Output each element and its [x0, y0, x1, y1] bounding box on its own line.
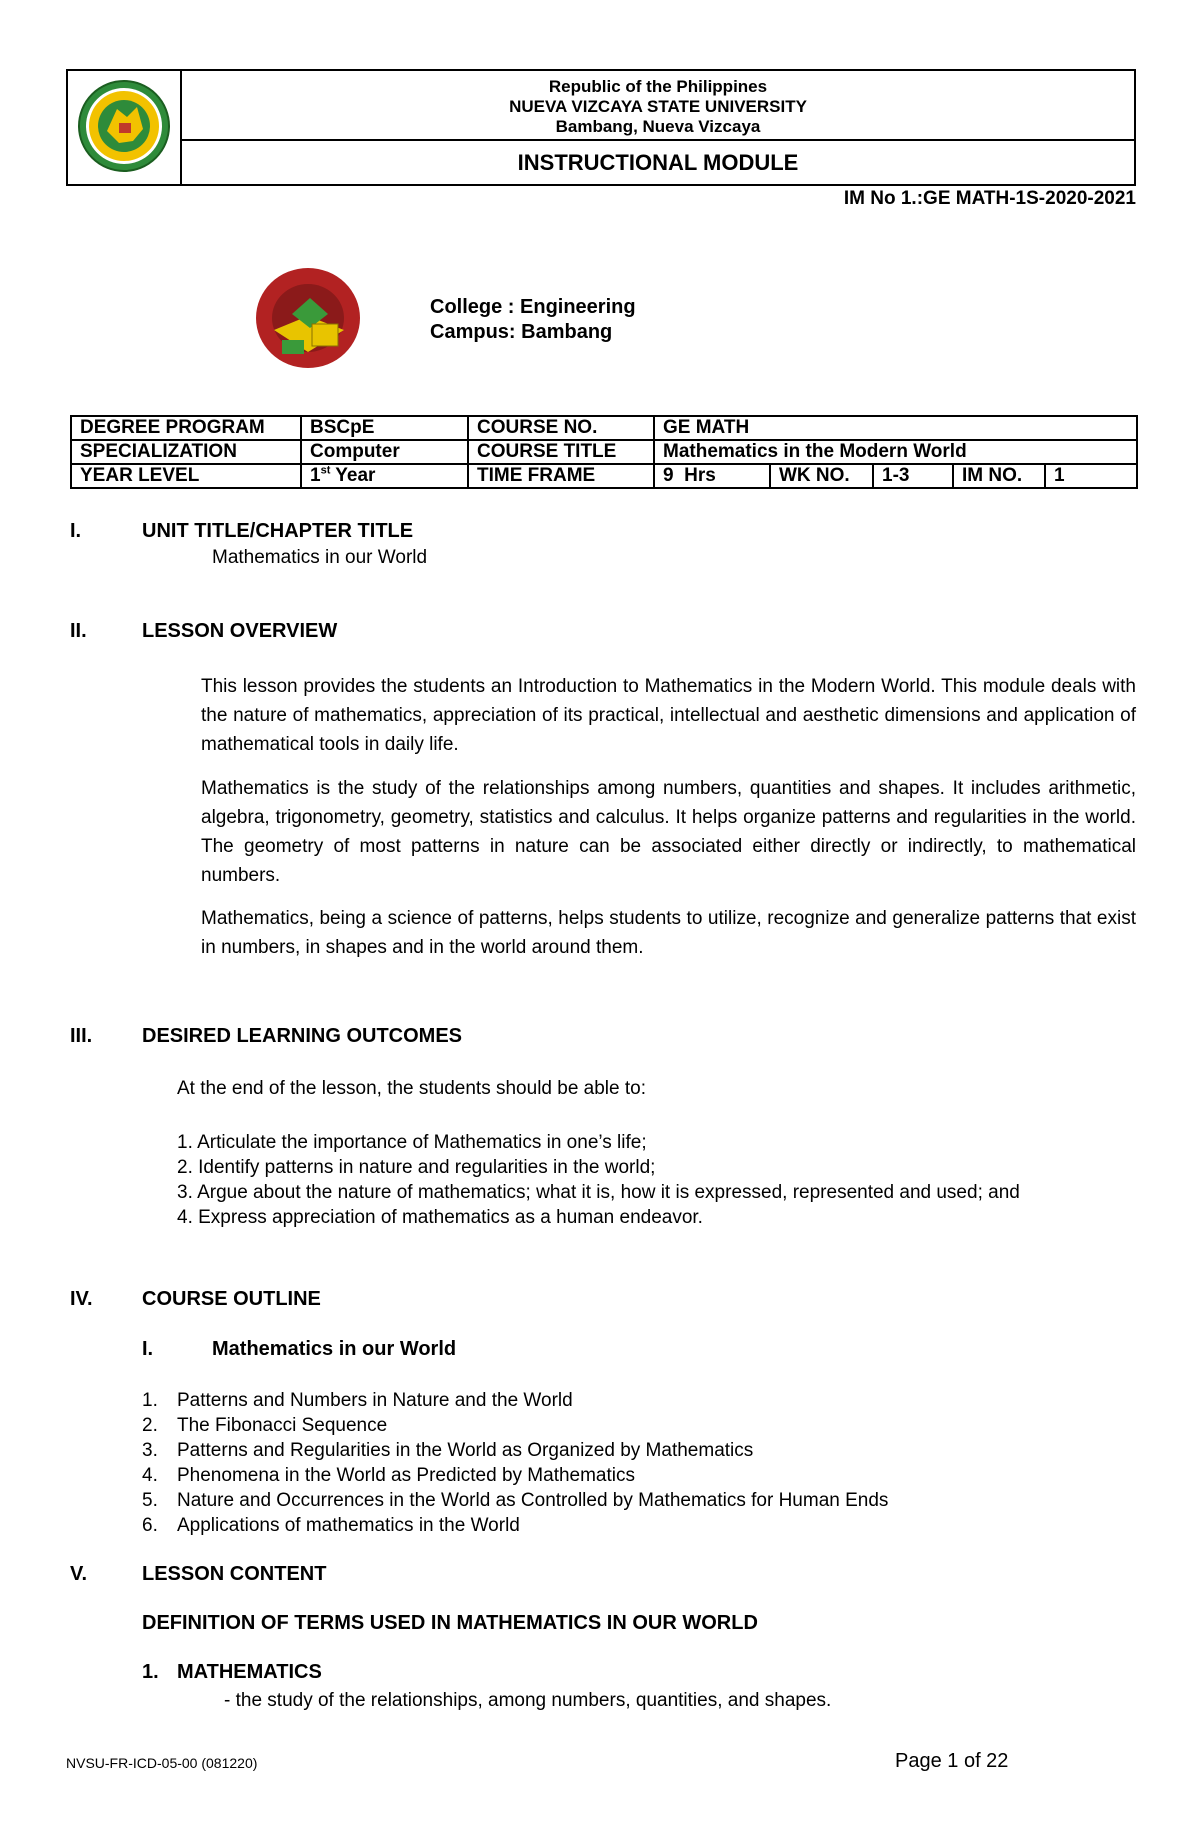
list-item-number: 6. [142, 1515, 158, 1536]
footer-page-number: Page 1 of 22 [895, 1750, 1009, 1772]
table-row [71, 416, 1137, 440]
outcomes-list [177, 1130, 1137, 1230]
section-2-title: LESSON OVERVIEW [142, 620, 338, 642]
college-label: College : Engineering [430, 296, 636, 318]
overview-paragraph-3: Mathematics, being a science of patterns, helps students to utilize, recognize and generalize patterns that exist in numbers, in shapes and in the world around them. [201, 908, 1136, 958]
header-institution-block [182, 71, 1134, 141]
wk-no-label: WK NO. [770, 464, 873, 488]
section-1-number: I. [70, 520, 82, 542]
degree-program-label: DEGREE PROGRAM [71, 416, 301, 440]
document-header [66, 69, 1136, 186]
list-item-number: 4. [142, 1465, 158, 1486]
section-4-title: COURSE OUTLINE [142, 1288, 321, 1310]
course-no-label: COURSE NO. [468, 416, 654, 440]
course-info-table [70, 415, 1138, 489]
list-item [142, 1413, 1132, 1438]
section-3-number: III. [70, 1025, 93, 1047]
list-item-number: 1. [142, 1390, 158, 1411]
course-title-value: Mathematics in the Modern World [654, 440, 1137, 464]
section-4-number: IV. [70, 1288, 93, 1310]
list-item: 1. Articulate the importance of Mathematics in one’s life; [177, 1132, 647, 1153]
course-outline-list [142, 1388, 1132, 1538]
year-level-label: YEAR LEVEL [71, 464, 301, 488]
list-item [142, 1388, 1132, 1413]
section-5-number: V. [70, 1563, 88, 1585]
list-item-number: 2. [142, 1415, 158, 1436]
term-number: 1. [142, 1661, 159, 1683]
list-item: 2. Identify patterns in nature and regularities in the world; [177, 1157, 656, 1178]
university-seal-cell [68, 71, 182, 184]
list-item-text: The Fibonacci Sequence [177, 1415, 388, 1436]
university-seal-icon [77, 79, 171, 173]
list-item [142, 1438, 1132, 1463]
table-row [71, 464, 1137, 488]
list-item-number: 3. [142, 1440, 158, 1461]
header-university: NUEVA VIZCAYA STATE UNIVERSITY [509, 97, 807, 116]
year-level-number: 1 [310, 465, 321, 486]
year-level-suffix: st [320, 464, 331, 477]
table-row [71, 440, 1137, 464]
section-3-title: DESIRED LEARNING OUTCOMES [142, 1025, 463, 1047]
list-item-text: Patterns and Regularities in the World as Organized by Mathematics [177, 1440, 754, 1461]
list-item-text: Applications of mathematics in the World [177, 1515, 520, 1536]
outline-subsection-number: I. [142, 1338, 154, 1360]
section-5-title: LESSON CONTENT [142, 1563, 327, 1585]
header-republic: Republic of the Philippines [548, 77, 768, 96]
list-item [142, 1488, 1132, 1513]
overview-paragraph-2: Mathematics is the study of the relationships among numbers, quantities and shapes. It includes arithmetic, algebra, trigonometry, geometry, statistics and calculus. It helps organize patterns and regularities in the world. The geometry of most patterns in nature can be associated either directly or indirectly, to mathematical numbers. [201, 778, 1136, 886]
campus-label: Campus: Bambang [430, 321, 613, 343]
overview-paragraph-1: This lesson provides the students an Introduction to Mathematics in the Modern World. This module deals with the nature of mathematics, appreciation of its practical, intellectual and aesthetic dimensions and application of mathematical tools in daily life. [201, 676, 1136, 755]
year-level-word: Year [330, 465, 376, 486]
list-item-text: Patterns and Numbers in Nature and the World [177, 1390, 573, 1411]
term-title: MATHEMATICS [177, 1661, 322, 1683]
section-2-number: II. [70, 620, 87, 642]
list-item: 4. Express appreciation of mathematics as a human endeavor. [177, 1207, 703, 1228]
specialization-label: SPECIALIZATION [71, 440, 301, 464]
time-frame-label: TIME FRAME [468, 464, 654, 488]
list-item [142, 1513, 1132, 1538]
course-title-label: COURSE TITLE [468, 440, 654, 464]
definitions-heading: DEFINITION OF TERMS USED IN MATHEMATICS IN OUR WORLD [142, 1612, 758, 1634]
list-item-text: Nature and Occurrences in the World as Controlled by Mathematics for Human Ends [177, 1490, 889, 1511]
wk-no-value: 1-3 [873, 464, 953, 488]
list-item-text: Phenomena in the World as Predicted by Mathematics [177, 1465, 635, 1486]
course-no-value: GE MATH [654, 416, 1137, 440]
outcomes-intro: At the end of the lesson, the students should be able to: [177, 1078, 646, 1099]
year-level-value [301, 464, 468, 488]
im-number: IM No 1.:GE MATH-1S-2020-2021 [843, 188, 1136, 209]
section-1-title: UNIT TITLE/CHAPTER TITLE [142, 520, 414, 542]
college-campus-block [430, 295, 636, 345]
outline-subsection-title: Mathematics in our World [212, 1338, 457, 1360]
footer-form-code: NVSU-FR-ICD-05-00 (081220) [66, 1755, 258, 1771]
module-title: INSTRUCTIONAL MODULE [517, 150, 799, 175]
im-no-value: 1 [1045, 464, 1137, 488]
section-1-subtitle: Mathematics in our World [212, 547, 428, 568]
specialization-value: Computer [301, 440, 468, 464]
term-definition: - the study of the relationships, among numbers, quantities, and shapes. [224, 1690, 832, 1711]
header-location: Bambang, Nueva Vizcaya [555, 117, 761, 136]
time-frame-value: 9 Hrs [654, 464, 770, 488]
list-item-number: 5. [142, 1490, 158, 1511]
degree-program-value: BSCpE [301, 416, 468, 440]
list-item [142, 1463, 1132, 1488]
im-no-label: IM NO. [953, 464, 1045, 488]
college-logo-icon [252, 258, 364, 370]
list-item: 3. Argue about the nature of mathematics; what it is, how it is expressed, represented and used; and [177, 1182, 1020, 1203]
